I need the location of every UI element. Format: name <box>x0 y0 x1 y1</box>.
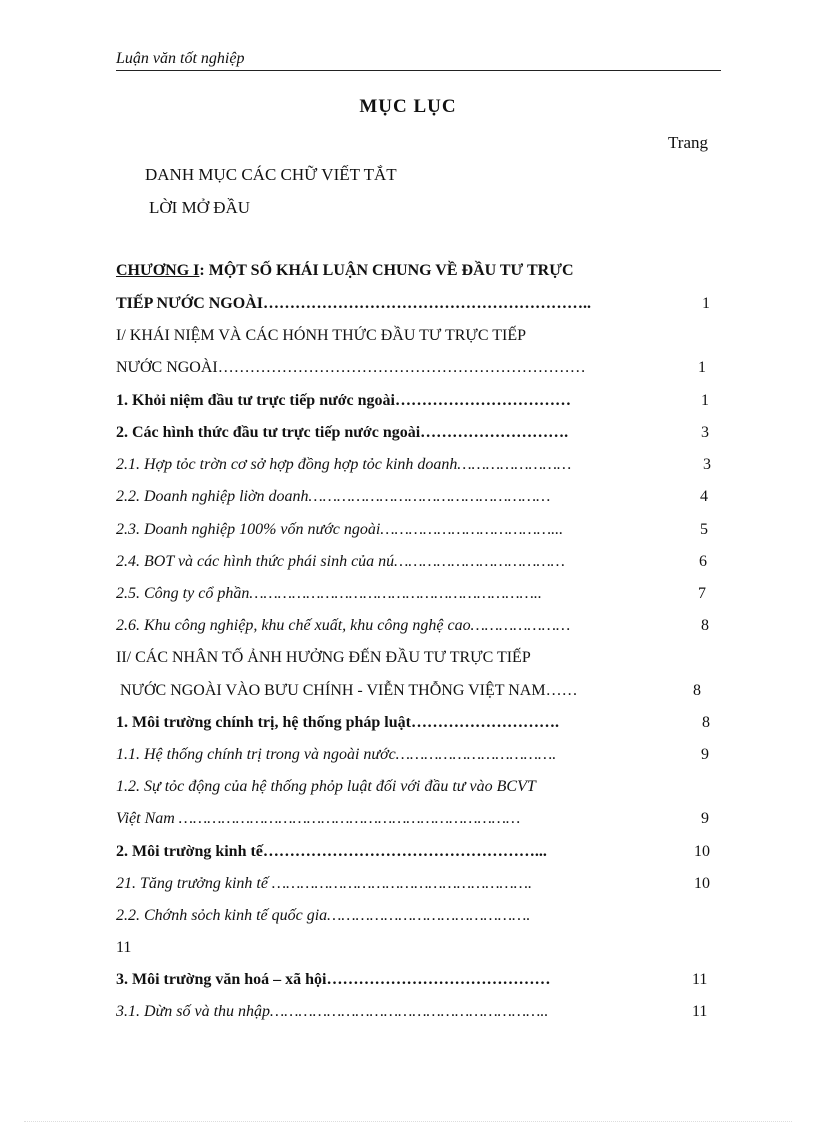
toc-page-number: 6 <box>699 553 707 570</box>
toc-subentry[interactable]: 2.1. Hợp tỏc trờn cơ sở hợp đồng hợp tỏc kinh doanh…………………… <box>116 456 572 473</box>
toc-subentry[interactable]: 2.4. BOT và các hình thức phái sinh của nú……………………………… <box>116 553 565 570</box>
toc-entry[interactable]: 2. Các hình thức đầu tư trực tiếp nước ngoài………………………. <box>116 424 569 441</box>
toc-page-number: 5 <box>700 521 708 538</box>
toc-page-number: 3 <box>703 456 711 473</box>
toc-subentry[interactable]: 2.5. Công ty cổ phần…………………………………………………….. <box>116 585 542 602</box>
toc-page-number: 9 <box>701 746 709 763</box>
toc-section-heading[interactable]: I/ KHÁI NIỆM VÀ CÁC HÓNH THỨC ĐẦU TƯ TRỰC TIẾP <box>116 327 526 344</box>
toc-subentry[interactable]: 2.2. Doanh nghiệp liờn doanh…………………………………………… <box>116 488 551 505</box>
header-text: Luận văn tốt nghiệp <box>116 50 245 67</box>
page-bottom-divider <box>24 1121 792 1122</box>
toc-subentry[interactable]: 2.3. Doanh nghiệp 100% vốn nước ngoài………………………………... <box>116 521 564 538</box>
chapter-label: CHƯƠNG I <box>116 262 200 279</box>
toc-page-number: 8 <box>693 682 701 699</box>
toc-page-number: 7 <box>698 585 706 602</box>
toc-page-number: 1 <box>702 295 710 312</box>
toc-page-number-wrapped: 11 <box>116 939 132 956</box>
toc-chapter-heading[interactable] <box>116 259 574 283</box>
toc-page-number: 8 <box>702 714 710 731</box>
page-column-label: Trang <box>668 133 708 152</box>
toc-page-number: 9 <box>701 810 709 827</box>
toc-entry[interactable]: 3. Môi trường văn hoá – xã hội…………………………………… <box>116 971 551 988</box>
toc-entry[interactable]: 1. Khỏi niệm đầu tư trực tiếp nước ngoài…………………………… <box>116 392 571 409</box>
toc-page-number: 10 <box>694 875 710 892</box>
chapter-title: : MỘT SỐ KHÁI LUẬN CHUNG VỀ ĐẦU TƯ TRỰC <box>199 262 574 279</box>
toc-page-number: 11 <box>692 1003 708 1020</box>
toc-page-number: 4 <box>700 488 708 505</box>
toc-entry[interactable]: TIẾP NƯỚC NGOÀI…………………………………………………….. <box>116 295 591 312</box>
toc-page-number: 10 <box>694 843 710 860</box>
toc-subentry[interactable]: 1.2. Sự tỏc động của hệ thống phỏp luật đối với đầu tư vào BCVT <box>116 778 536 795</box>
toc-subentry[interactable]: 1.1. Hệ thống chính trị trong và ngoài nước……………………………. <box>116 746 557 763</box>
toc-subentry[interactable]: Việt Nam ……………………………………………………………… <box>116 810 521 827</box>
toc-entry[interactable]: NƯỚC NGOÀI…………………………………………………………… <box>116 359 586 376</box>
toc-page-number: 1 <box>698 359 706 376</box>
toc-subentry[interactable]: 21. Tăng trưởng kinh tế ………………………………………………. <box>116 875 533 892</box>
toc-subentry[interactable]: 3.1. Dừn số và thu nhập………………………………………………….. <box>116 1003 549 1020</box>
toc-preamble-abbreviations: DANH MỤC CÁC CHỮ VIẾT TẮT <box>145 165 397 184</box>
toc-entry[interactable]: NƯỚC NGOÀI VÀO BƯU CHÍNH - VIỄN THỖNG VIỆT NAM…… <box>120 682 578 699</box>
toc-page-number: 11 <box>692 971 708 988</box>
toc-page-number: 1 <box>701 392 709 409</box>
page-title: MỤC LỤC <box>359 96 457 117</box>
toc-entry[interactable]: 2. Môi trường kinh tế……………………………………………... <box>116 843 547 860</box>
toc-preamble-introduction: LỜI MỞ ĐẦU <box>149 198 251 217</box>
toc-page-number: 8 <box>701 617 709 634</box>
toc-section-heading[interactable]: II/ CÁC NHÂN TỐ ẢNH HƯỞNG ĐẾN ĐẦU TƯ TRỰC TIẾP <box>116 649 531 666</box>
toc-subentry[interactable]: 2.6. Khu công nghiệp, khu chế xuất, khu công nghệ cao………………… <box>116 617 571 634</box>
toc-entry[interactable]: 1. Môi trường chính trị, hệ thống pháp luật………………………. <box>116 714 559 731</box>
toc-subentry[interactable]: 2.2. Chớnh sỏch kinh tế quốc gia……………………………………. <box>116 907 531 924</box>
toc-page-number: 3 <box>701 424 709 441</box>
running-header <box>116 48 721 71</box>
